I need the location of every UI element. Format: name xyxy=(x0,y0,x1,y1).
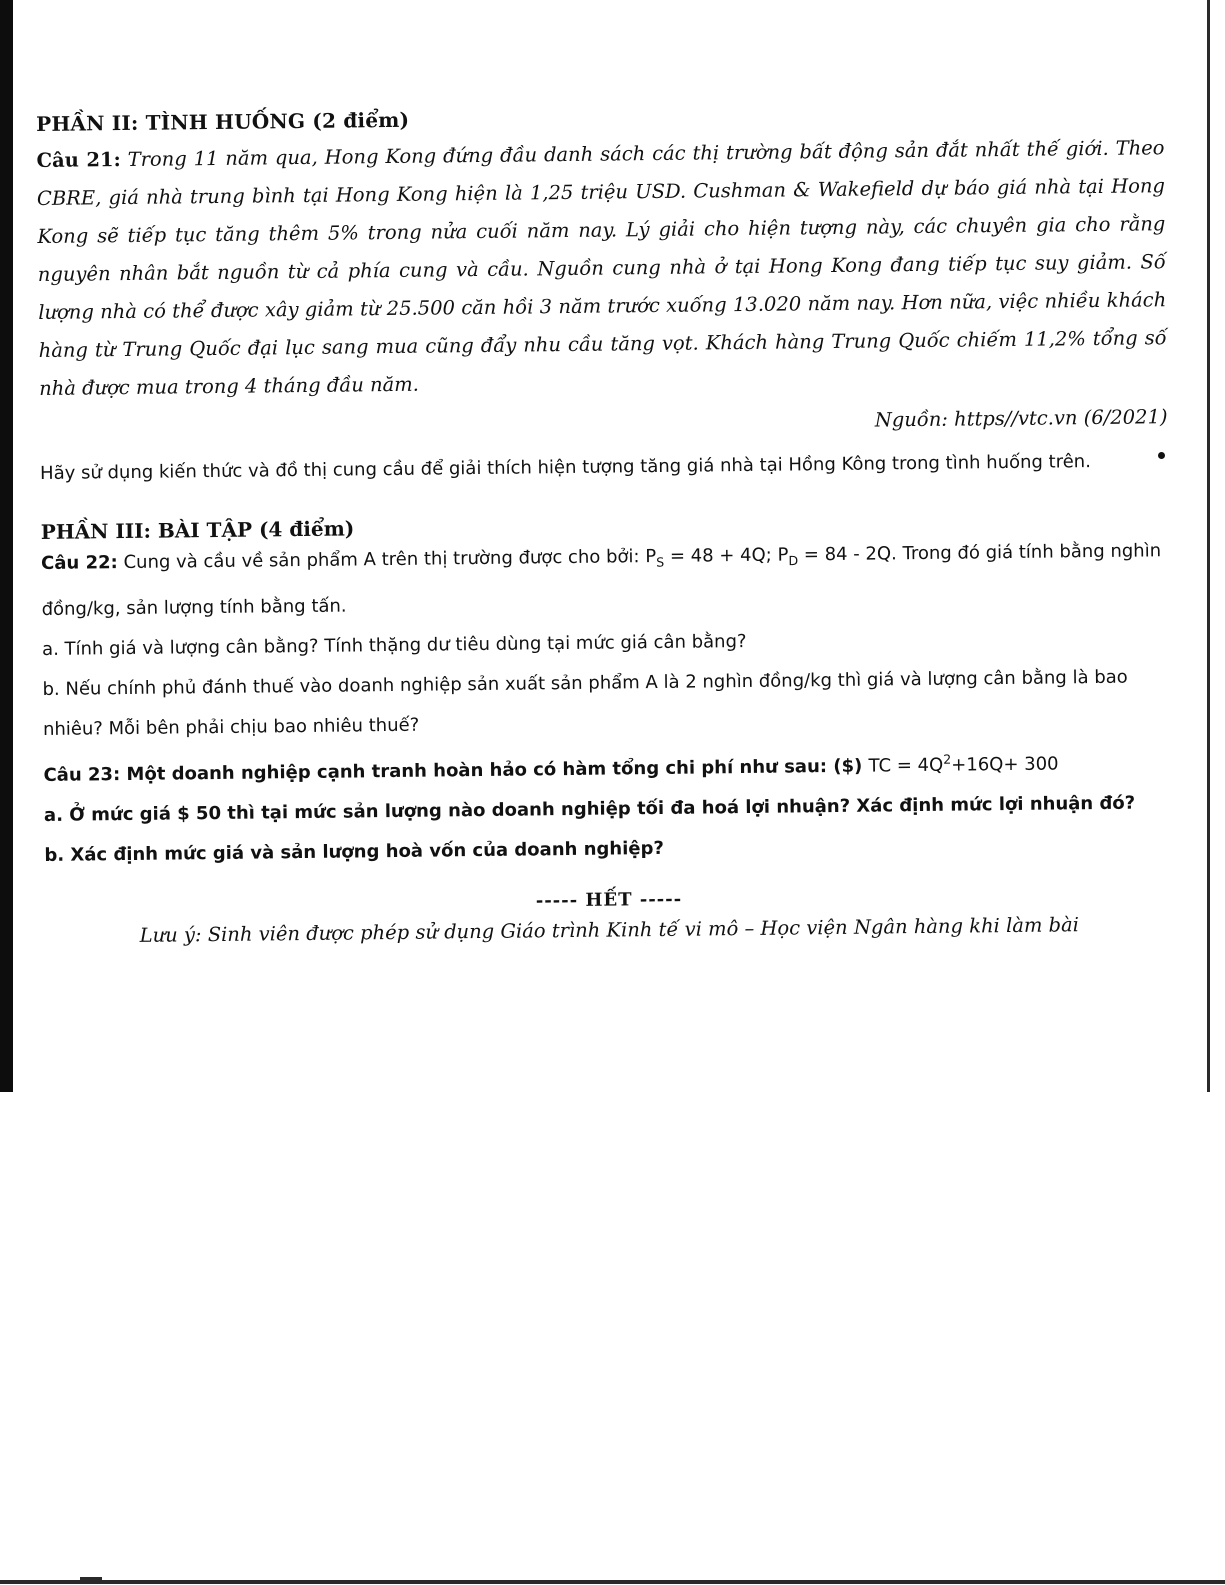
q23-part-b: b. Xác định mức giá và sản lượng hoà vốn của doanh nghiệp? xyxy=(44,837,664,866)
supply-equation: $P_S = 48 + 4Q$; xyxy=(645,544,772,570)
q22-paragraph xyxy=(41,531,1170,629)
footer-note: Lưu ý: Sinh viên được phép sử dụng Giáo trình Kinh tế vi mô – Học viện Ngân hàng khi làm bài xyxy=(139,912,1080,947)
part2-heading: PHẦN II: TÌNH HUỐNG (2 điểm) xyxy=(36,107,410,136)
q22-intro: Cung và cầu về sản phẩm A trên thị trường được cho bởi: xyxy=(123,546,640,574)
q21-paragraph xyxy=(36,129,1167,408)
end-mark: ----- HẾT ----- xyxy=(535,888,683,911)
q22-label: Câu 22: xyxy=(41,552,118,574)
scan-bottom-mark xyxy=(80,1577,102,1580)
scan-left-border xyxy=(0,0,13,1092)
demand-equation: $P_D = 84 - 2Q$. xyxy=(777,543,897,569)
q22-part-a: a. Tính giá và lượng cân bằng? Tính thặng dư tiêu dùng tại mức giá cân bằng? xyxy=(41,630,747,660)
q23-label: Câu 23: xyxy=(43,763,121,786)
q23-part-a: a. Ở mức giá $ 50 thì tại mức sản lượng nào doanh nghiệp tối đa hoá lợi nhuận? Xác định mức lợi nhuận đó? xyxy=(43,792,1136,826)
scan-bottom-border xyxy=(0,1580,1225,1584)
part3-heading: PHẦN III: BÀI TẬP (4 điểm) xyxy=(40,516,355,544)
q21-label: Câu 21: xyxy=(36,148,121,172)
exam-page-content xyxy=(36,99,1173,947)
q22-part-b: b. Nếu chính phủ đánh thuế vào doanh nghiệp sản xuất sản phẩm A là 2 nghìn đồng/kg thì giá và lượng cân bằng là bao nhiêu? Mỗi bên phải chịu bao nhiêu thuế? xyxy=(42,666,1128,740)
q22-tail: Trong đó giá tính bằng nghìn đồng/kg, sản lượng tính bằng tấn. xyxy=(41,540,1162,620)
total-cost-equation: TC = $4Q^2+16Q+ 300$ xyxy=(868,751,1059,777)
q21-source: Nguồn: https//vtc.vn (6/2021) xyxy=(874,405,1168,432)
q21-instruction: Hãy sử dụng kiến thức và đồ thị cung cầu để giải thích hiện tượng tăng giá nhà tại Hồng Kông trong tình huống trên. xyxy=(39,451,1091,484)
scan-right-border xyxy=(1207,0,1210,1092)
q23-intro: Một doanh nghiệp cạnh tranh hoàn hảo có hàm tổng chi phí như sau: ($) xyxy=(126,755,863,785)
q21-text: Trong 11 năm qua, Hong Kong đứng đầu danh sách các thị trường bất động sản đắt nhất thế giới. Theo CBRE, giá nhà trung bình tại Hong Kong hiện là 1,25 triệu USD. Cushman & Wakefield dự báo giá nhà tại Hong Kong sẽ tiếp tục tăng thêm 5% trong nửa cuối năm nay. Lý giải cho hiện tượng này, các chuyên gia cho rằng nguyên nhân bắt nguồn từ cả phía cung và cầu. Nguồn cung nhà ở tại Hong Kong đang tiếp tục suy giảm. Số lượng nhà có thể được xây giảm từ 25.500 căn hồi 3 năm trước xuống 13.020 năm nay. Hơn nữa, việc nhiều khách hàng từ Trung Quốc đại lục sang mua cũng đẩy nhu cầu tăng vọt. Khách hàng Trung Quốc chiếm 11,2% tổng số nhà được mua trong 4 tháng đầu năm. xyxy=(36,136,1167,400)
